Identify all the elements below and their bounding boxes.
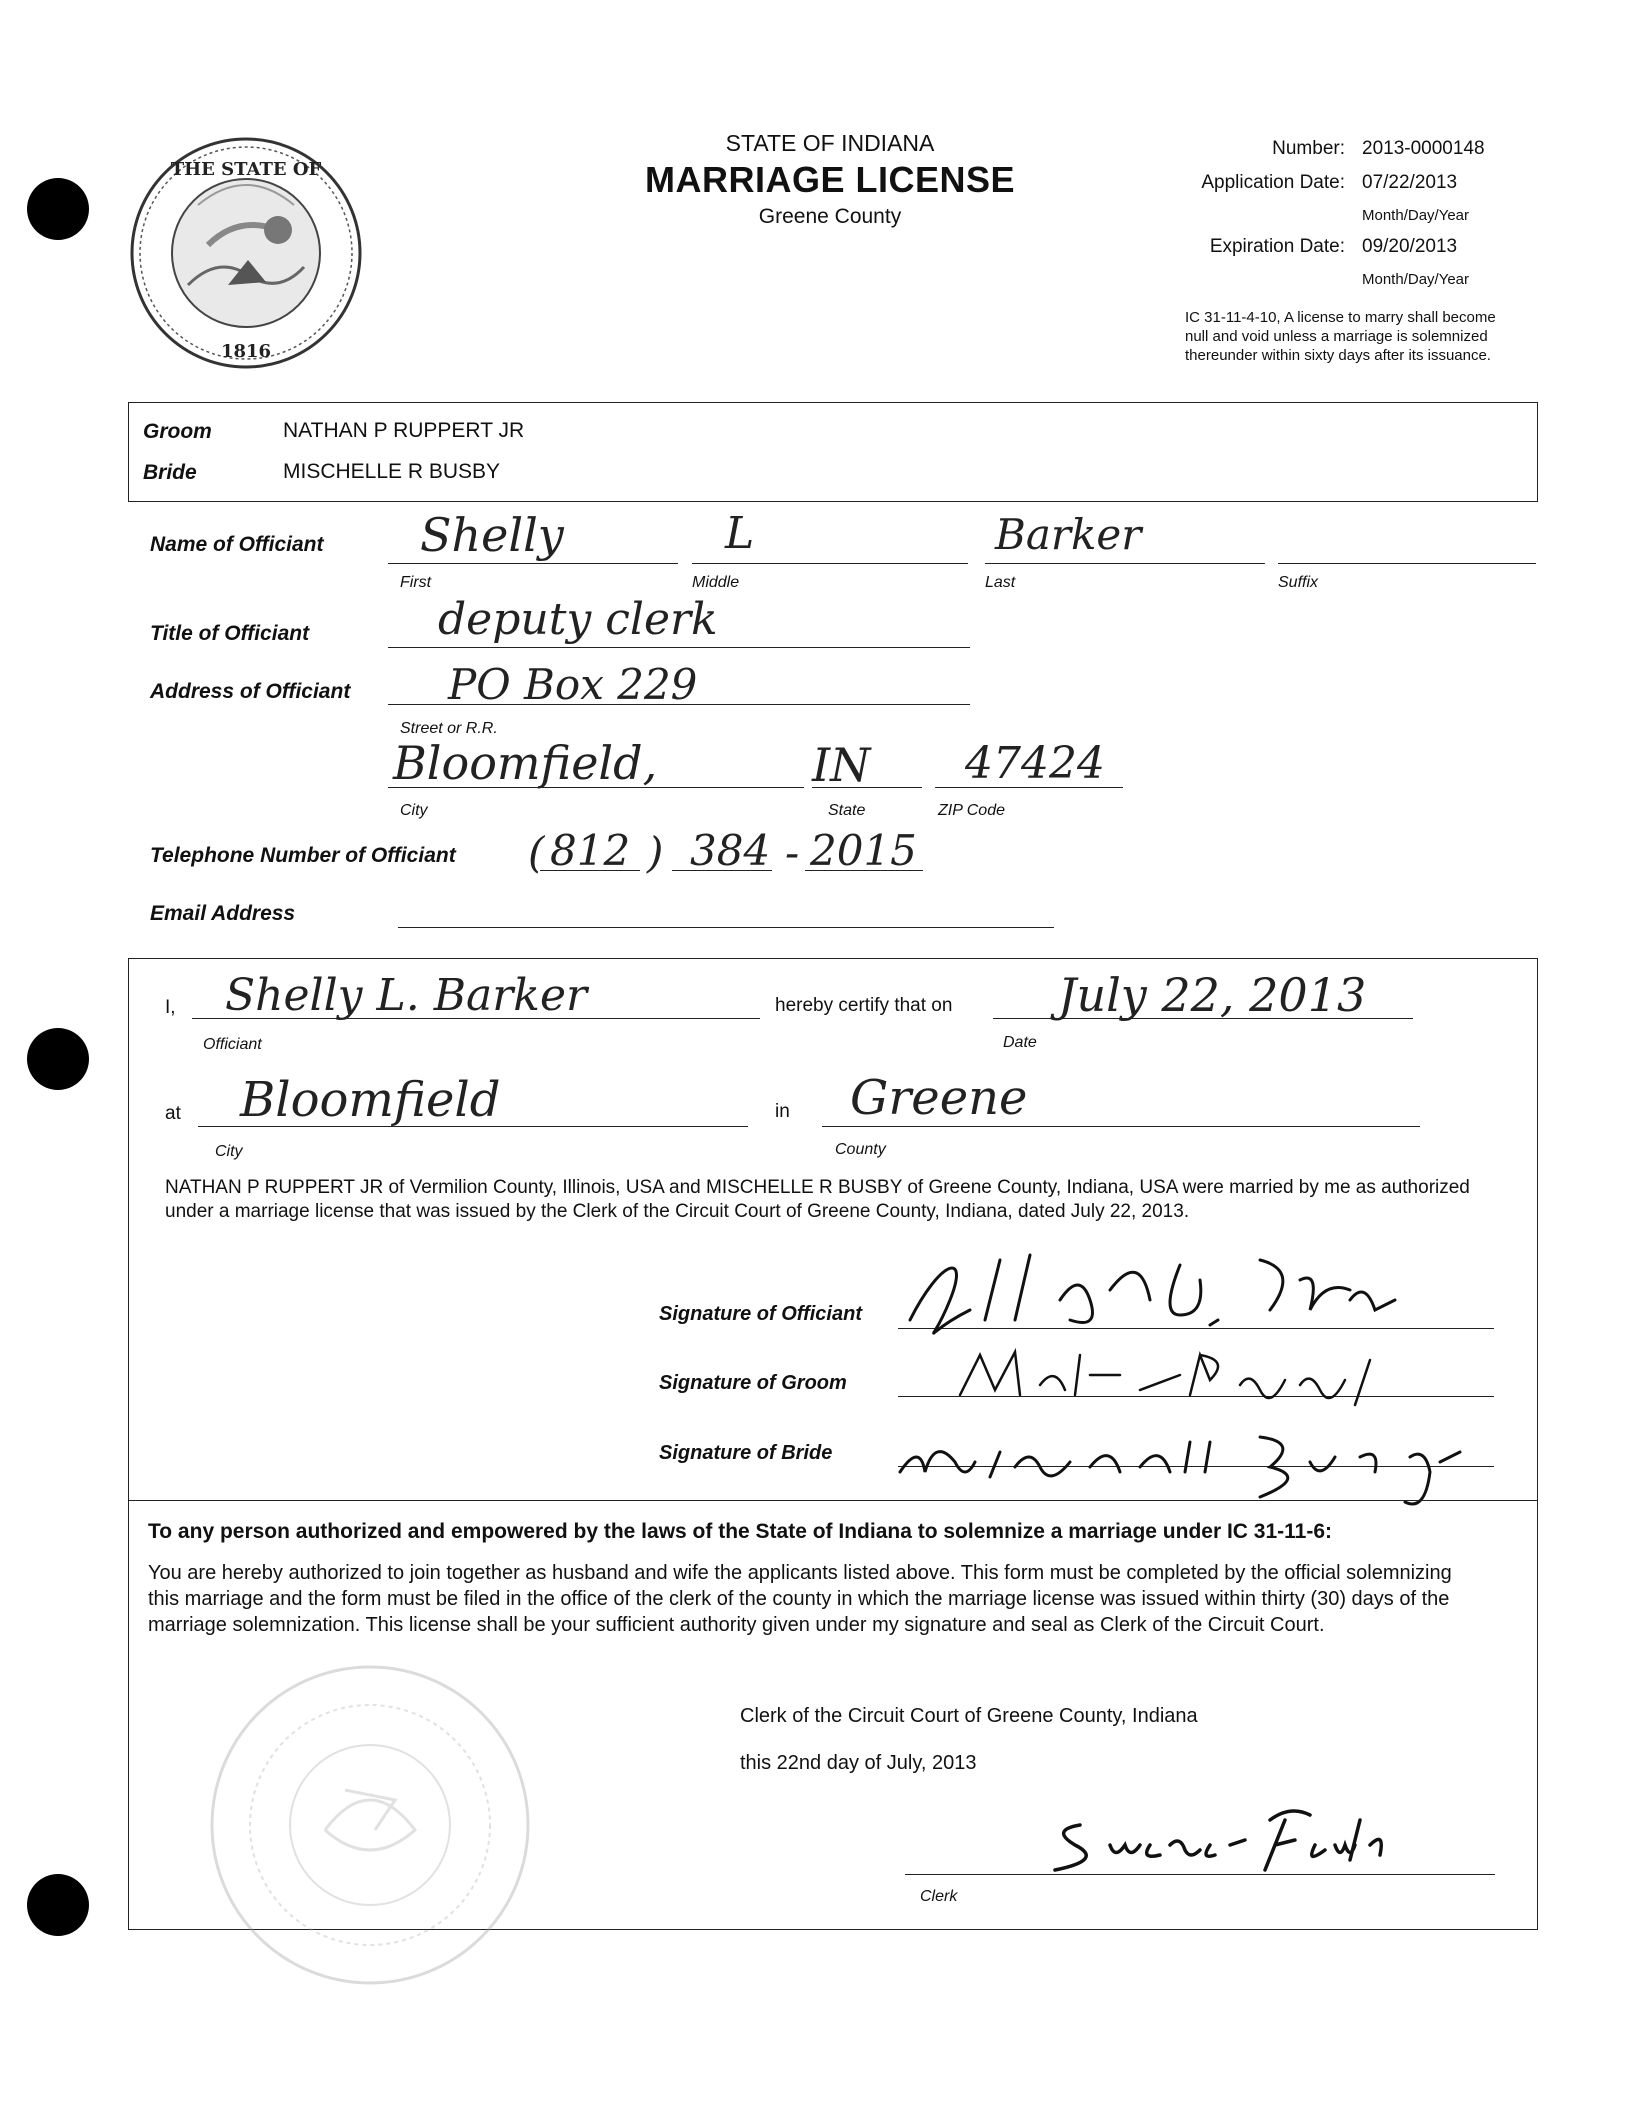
suffix-caption: Suffix <box>1278 574 1319 591</box>
officiant-last-name: Barker <box>995 510 1142 559</box>
punch-hole-middle <box>27 1028 89 1090</box>
county-caption: County <box>835 1141 886 1158</box>
marriage-county-line <box>822 1126 1420 1127</box>
at-label: at <box>165 1103 181 1124</box>
authorization-body: You are hereby authorized to join together as husband and wife the applicants listed above. This form must be completed by the official solemnizing this marriage and the form must be filed in the office of the clerk of the county in which the marriage license was issued within thirty (30) days of the marriage solemnization. This license shall be your sufficient authority given under my signature and seal as Clerk of the Circuit Court. <box>148 1562 1452 1636</box>
authorization-heading: To any person authorized and empowered by the laws of the State of Indiana to solemnize a marriage under IC 31-11-6: <box>148 1520 1333 1543</box>
phone-line-underline <box>805 870 923 871</box>
page-title: MARRIAGE LICENSE <box>644 159 1016 200</box>
clerk-signature-image <box>1040 1800 1400 1880</box>
issue-day-line: this 22nd day of July, 2013 <box>740 1752 977 1774</box>
bride-name: MISCHELLE R BUSBY <box>283 460 501 483</box>
certifying-officiant: Shelly L. Barker <box>225 970 588 1021</box>
expiration-date: 09/20/2013 <box>1362 236 1458 257</box>
svg-text:THE STATE OF: THE STATE OF <box>170 159 322 180</box>
clerk-signature-line <box>905 1874 1495 1875</box>
city-caption: City <box>215 1143 243 1160</box>
bride-signature-image <box>890 1412 1490 1507</box>
signature-bride-label: Signature of Bride <box>659 1442 833 1464</box>
application-date: 07/22/2013 <box>1362 172 1458 193</box>
expiration-date-label: Expiration Date: <box>1209 236 1345 257</box>
groom-name: NATHAN P RUPPERT JR <box>283 419 525 442</box>
signature-groom-label: Signature of Groom <box>659 1372 847 1394</box>
certifying-officiant-line <box>192 1018 760 1019</box>
validity-note: IC 31-11-4-10, A license to marry shall become null and void unless a marriage is solemnized thereunder within sixty days after its issuance. <box>1185 309 1496 364</box>
state-seal-icon <box>128 135 364 371</box>
date-format-caption: Month/Day/Year <box>1362 271 1470 288</box>
phone-prefix: 384 <box>690 826 771 875</box>
officiant-address-label: Address of Officiant <box>150 680 351 703</box>
county-name: Greene County <box>758 205 902 228</box>
officiant-zip-line <box>935 787 1123 788</box>
officiant-signature-image <box>880 1240 1420 1340</box>
officiant-title-line <box>388 647 970 648</box>
marriage-city-line <box>198 1126 748 1127</box>
marriage-statement: NATHAN P RUPPERT JR of Vermilion County, Illinois, USA and MISCHELLE R BUSBY of Greene County, Indiana, USA were married by me as authorized under a marriage license that was issued by the Clerk of the Circuit Court of Greene County, Indiana, dated July 22, 2013. <box>165 1177 1470 1222</box>
punch-hole-top <box>27 178 89 240</box>
officiant-city-line <box>388 787 804 788</box>
email-label: Email Address <box>150 902 296 925</box>
officiant-phone-label: Telephone Number of Officiant <box>150 844 456 867</box>
email-line <box>398 927 1054 928</box>
document-header <box>580 130 1080 229</box>
punch-hole-bottom <box>27 1874 89 1936</box>
phone-line-number: 2015 <box>810 826 917 875</box>
middle-caption: Middle <box>692 574 740 591</box>
clerk-of-court: Clerk of the Circuit Court of Greene County, Indiana <box>740 1705 1198 1727</box>
in-label: in <box>775 1101 790 1122</box>
phone-area-line <box>540 870 640 871</box>
groom-signature-image <box>940 1340 1420 1410</box>
phone-area-code: 812 <box>550 826 631 875</box>
city-caption: City <box>400 802 428 819</box>
street-caption: Street or R.R. <box>400 720 498 737</box>
last-caption: Last <box>985 574 1016 591</box>
officiant-name-label: Name of Officiant <box>150 533 324 556</box>
officiant-street: PO Box 229 <box>448 660 698 709</box>
marriage-county: Greene <box>850 1070 1028 1126</box>
officiant-street-line <box>388 704 970 705</box>
clerk-caption: Clerk <box>920 1888 958 1905</box>
officiant-zip: 47424 <box>965 738 1105 789</box>
officiant-first-name: Shelly <box>420 508 564 562</box>
officiant-first-line <box>388 563 678 564</box>
officiant-title-label: Title of Officiant <box>150 622 310 645</box>
parties-box <box>128 402 1538 502</box>
date-caption: Date <box>1003 1034 1037 1051</box>
date-format-caption: Month/Day/Year <box>1362 207 1470 224</box>
application-date-label: Application Date: <box>1201 172 1345 193</box>
groom-label: Groom <box>143 420 212 443</box>
court-seal-icon <box>205 1660 535 1990</box>
officiant-last-line <box>985 563 1265 564</box>
state-title: STATE OF INDIANA <box>725 130 935 156</box>
signature-officiant-label: Signature of Officiant <box>659 1303 862 1325</box>
phone-open-paren: ( <box>528 828 545 877</box>
marriage-date-line <box>993 1018 1413 1019</box>
zip-caption: ZIP Code <box>938 802 1005 819</box>
phone-dash: - <box>785 828 800 877</box>
i-label: I, <box>165 997 176 1018</box>
certify-text: hereby certify that on <box>775 995 953 1016</box>
officiant-city: Bloomfield, <box>393 736 658 790</box>
state-caption: State <box>828 802 866 819</box>
officiant-middle-name: L <box>725 508 755 559</box>
officiant-middle-line <box>692 563 968 564</box>
bride-label: Bride <box>143 461 197 484</box>
officiant-state: IN <box>812 738 871 792</box>
marriage-city: Bloomfield <box>240 1072 501 1128</box>
officiant-state-line <box>812 787 922 788</box>
number-label: Number: <box>1272 138 1345 159</box>
officiant-suffix-line <box>1278 563 1536 564</box>
marriage-date: July 22, 2013 <box>1058 968 1367 1022</box>
svg-text:1816: 1816 <box>220 341 272 362</box>
first-caption: First <box>400 574 432 591</box>
officiant-title: deputy clerk <box>438 594 718 645</box>
phone-close-paren: ) <box>647 828 664 877</box>
officiant-caption: Officiant <box>203 1036 262 1053</box>
phone-prefix-line <box>672 870 772 871</box>
license-number: 2013-0000148 <box>1362 138 1485 159</box>
